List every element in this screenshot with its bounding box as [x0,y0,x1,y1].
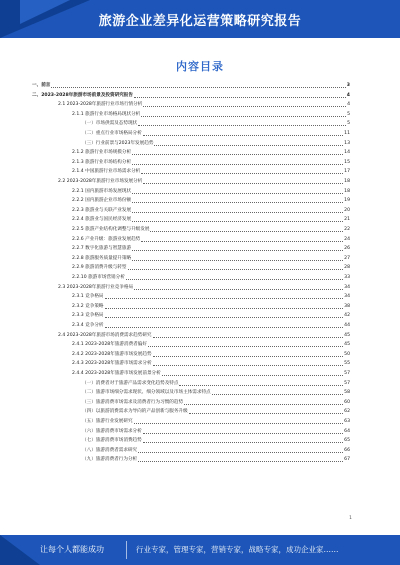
toc-entry[interactable] [72,243,350,253]
toc-entry[interactable] [82,435,350,445]
toc-entry[interactable] [72,301,350,311]
toc-entry-page: 20 [344,207,350,213]
toc-entry[interactable] [82,454,350,464]
toc-entry-text: 2.4.1 2023-2028年旅游消费者偏好 [72,342,147,348]
toc-entry-text: 2.1.3 旅游行业市场结构分析 [72,159,132,165]
toc-entry-text: 2.3.1 竞争格局 [72,294,104,300]
toc-leader-dots [105,317,344,318]
toc-entry-page: 28 [344,265,350,271]
toc-entry-text: 2.1.4 中国旅游行业市场需求分析 [72,169,141,175]
toc-entry-text: 2.4.2 2023-2028年旅游市场发展趋势 [72,351,152,357]
toc-entry-page: 3 [346,83,350,88]
toc-entry[interactable] [82,406,350,416]
toc-leader-dots [143,442,343,443]
page-number: 1 [349,516,352,521]
toc-entry[interactable] [72,253,350,263]
toc-entry-page: 18 [344,179,350,184]
toc-entry-text: 2.2.3 旅游业与关联产业发展 [72,207,132,213]
toc-entry-page: 55 [344,361,350,367]
toc-entry[interactable] [58,330,350,340]
toc-entry[interactable] [72,224,350,234]
toc-leader-dots [189,413,343,414]
toc-entry[interactable] [72,157,350,167]
toc-leader-dots [132,193,343,194]
toc-entry[interactable] [72,109,350,119]
toc-entry-text: 二、2023-2028年旅游市场前景及投资研究报告 [32,92,133,98]
toc-leader-dots [128,269,344,270]
toc-entry-page: 34 [344,294,350,300]
toc-entry-text: 2.2.6 产业升级：旅游业发展趋势 [72,236,141,242]
toc-leader-dots [132,250,343,251]
toc-entry-page: 19 [344,198,350,204]
toc-entry-text: 2.2 2023-2028年旅游行业市场发展分析 [58,179,143,184]
toc-entry-text: 2.2.9 旅游消费升级与转型 [72,265,127,271]
toc-entry-text: （五）旅游行业发展研究 [82,419,133,424]
toc-entry[interactable] [82,397,350,407]
toc-entry[interactable] [82,138,350,148]
toc-entry[interactable] [82,416,350,426]
toc-entry[interactable] [72,368,350,378]
toc-leader-dots [148,346,343,347]
toc-entry-page: 24 [344,236,350,242]
toc-entry-text: （二）重点行业市场格局分析 [82,131,142,136]
toc-entry-text: 2.4.3 2023-2028年旅游市场需求分析 [72,361,152,367]
toc-leader-dots [132,154,343,155]
footer-tagline: 行业专家，管理专家，营销专家，战略专家，成功企业家…… [136,545,339,554]
toc-entry[interactable] [58,99,350,109]
toc-entry-text: 2.3.4 竞争分析 [72,323,104,328]
toc-entry-text: （六）旅游消费市场需求分析 [82,428,142,434]
toc-entry-page: 21 [344,217,350,223]
toc-entry-text: 2.1.2 旅游行业市场规模分析 [72,150,132,156]
toc-entry-text: 2.1 2023-2028年旅游行业市场行情分析 [58,102,143,108]
toc-entry-text: （三）旅游消费市场需求及消费者行为习惯的趋势 [82,399,184,405]
toc-entry[interactable] [32,80,350,90]
toc-entry-text: 2.2.8 旅游服务质量提升策略 [72,255,132,261]
toc-leader-dots [141,116,346,117]
toc-entry-page: 57 [344,380,350,386]
toc-entry[interactable] [58,282,350,292]
toc-entry-text: 2.2.7 数字化旅游与智慧旅游 [72,246,132,252]
toc-entry[interactable] [72,291,350,301]
toc-entry[interactable] [72,147,350,157]
toc-entry-page: 42 [344,313,350,319]
toc-entry-page: 4 [346,92,350,98]
toc-leader-dots [132,164,343,165]
toc-entry[interactable] [72,214,350,224]
toc-entry-text: 2.3.2 竞争策略 [72,303,104,309]
toc-entry-page: 5 [347,111,350,117]
toc-entry-page: 33 [344,275,350,280]
toc-leader-dots [134,97,346,98]
toc-entry-text: 一、前言 [32,83,51,88]
toc-entry-text: （三）行业前景与2023年发展趋势 [82,140,154,146]
toc-leader-dots [212,394,344,395]
toc-entry-page: 64 [344,428,350,434]
toc-entry-page: 66 [344,447,350,453]
toc-entry[interactable] [82,387,350,397]
toc-entry[interactable] [72,195,350,205]
toc-leader-dots [138,125,346,126]
toc-entry[interactable] [72,349,350,359]
toc-entry-page: 63 [344,419,350,424]
toc-entry-text: 2.2.1 国内旅游市场发展现状 [72,188,132,194]
toc-entry-page: 18 [344,188,350,194]
toc-entry-page: 60 [344,399,350,405]
toc-heading: 内容目录 [176,60,224,73]
toc-leader-dots [143,106,346,107]
toc-leader-dots [132,260,343,261]
toc-entry-page: 13 [344,140,350,146]
toc-entry-text: 2.2.2 国内旅游企业市场份额 [72,198,132,204]
toc-entry[interactable] [72,186,350,196]
toc-leader-dots [105,308,344,309]
toc-entry-page: 26 [344,246,350,252]
toc-leader-dots [138,452,343,453]
toc-leader-dots [150,231,343,232]
toc-entry[interactable] [58,176,350,186]
toc-entry-text: 2.2.4 旅游业与国民经济发展 [72,217,132,223]
toc-entry-page: 57 [344,371,350,376]
toc-entry-page: 14 [344,150,350,156]
toc-entry-page: 67 [344,457,350,463]
toc-entry-page: 45 [344,332,350,338]
toc-entry-text: （二）旅游市场细分需求现状、细分领域以及市场主体需求特点 [82,390,211,396]
toc-entry-text: （一）市场供需及态势现状 [82,121,138,127]
toc-entry-page: 15 [344,159,350,165]
toc-entry[interactable] [82,445,350,455]
toc-entry[interactable] [72,272,350,282]
toc-entry-page: 62 [344,409,350,415]
toc-entry[interactable] [72,234,350,244]
toc-entry-page: 50 [344,351,350,357]
toc-entry-text: 2.2.10 旅游市场营销分析 [72,275,125,280]
toc-entry-text: 2.1.1 旅游行业市场格局现状分析 [72,111,141,117]
toc-leader-dots [143,135,343,136]
toc-leader-dots [132,202,343,203]
toc-entry[interactable] [72,320,350,330]
toc-entry[interactable] [82,378,350,388]
toc-leader-dots [138,461,343,462]
toc-leader-dots [134,423,344,424]
toc-leader-dots [134,289,343,290]
toc-entry[interactable] [82,118,350,128]
toc-entry-text: 2.4.4 2023-2028年旅游市场发展前景分析 [72,371,161,376]
toc-entry-page: 45 [344,342,350,348]
toc-leader-dots [141,241,343,242]
toc-entry-text: 2.3 2023-2028年旅游行业竞争格局 [58,284,134,290]
toc-entry-page: 38 [344,303,350,309]
toc-leader-dots [143,433,343,434]
toc-leader-dots [154,145,343,146]
toc-entry-page: 27 [344,255,350,261]
toc-entry[interactable] [82,426,350,436]
toc-entry[interactable] [82,128,350,138]
toc-entry-text: （四）以旅游消费需求为导向的产品创新与服务升级 [82,409,188,415]
toc-entry-page: 11 [344,131,350,136]
toc-entry-page: 4 [347,102,350,108]
report-title: 旅游企业差异化运营策略研究报告 [98,14,302,29]
toc-entry-page: 17 [344,169,350,175]
toc-entry-page: 5 [347,121,350,127]
toc-entry-text: 2.3.3 竞争格局 [72,313,104,319]
toc-entry[interactable] [32,90,350,100]
toc-entry[interactable] [72,358,350,368]
toc-entry-page: 34 [344,284,350,290]
toc-leader-dots [105,298,344,299]
footer-decoration [0,535,40,565]
toc-entry-text: 2.4 2023-2028年旅游市场消费需求趋势研究 [58,332,152,338]
toc-entry-page: 22 [344,227,350,232]
toc-leader-dots [184,404,343,405]
toc-leader-dots [132,212,343,213]
toc-entry-text: （九）旅游消费者行为分析 [82,457,138,463]
toc-leader-dots [153,365,344,366]
toc-entry[interactable] [72,310,350,320]
page-header [0,0,400,38]
toc-entry[interactable] [72,339,350,349]
toc-entry-text: （八）旅游消费者需求研究 [82,447,138,453]
toc-entry-page: 44 [344,323,350,328]
footer-divider [126,541,127,559]
toc-entry-page: 58 [344,390,350,396]
toc-leader-dots [126,279,343,280]
toc-entry-page: 65 [344,438,350,444]
toc-leader-dots [132,221,343,222]
toc-leader-dots [153,356,344,357]
page-footer [0,535,400,565]
footer-slogan: 让每个人都能成功 [40,545,104,554]
toc-leader-dots [51,87,345,88]
toc-entry-text: 2.2.5 旅游产业结构化调整与升级发展 [72,227,150,232]
toc-entry[interactable] [72,166,350,176]
toc-leader-dots [153,337,344,338]
toc-entry-text: （七）旅游消费市场消费趋势 [82,438,142,444]
toc-leader-dots [179,385,343,386]
toc-entry[interactable] [72,205,350,215]
toc-leader-dots [162,375,343,376]
toc-entry-text: （一）消费者对于旅游产品需求变化趋势及特点 [82,380,179,386]
toc-entry[interactable] [72,262,350,272]
toc-leader-dots [143,183,343,184]
toc-leader-dots [105,327,344,328]
toc-leader-dots [141,173,343,174]
